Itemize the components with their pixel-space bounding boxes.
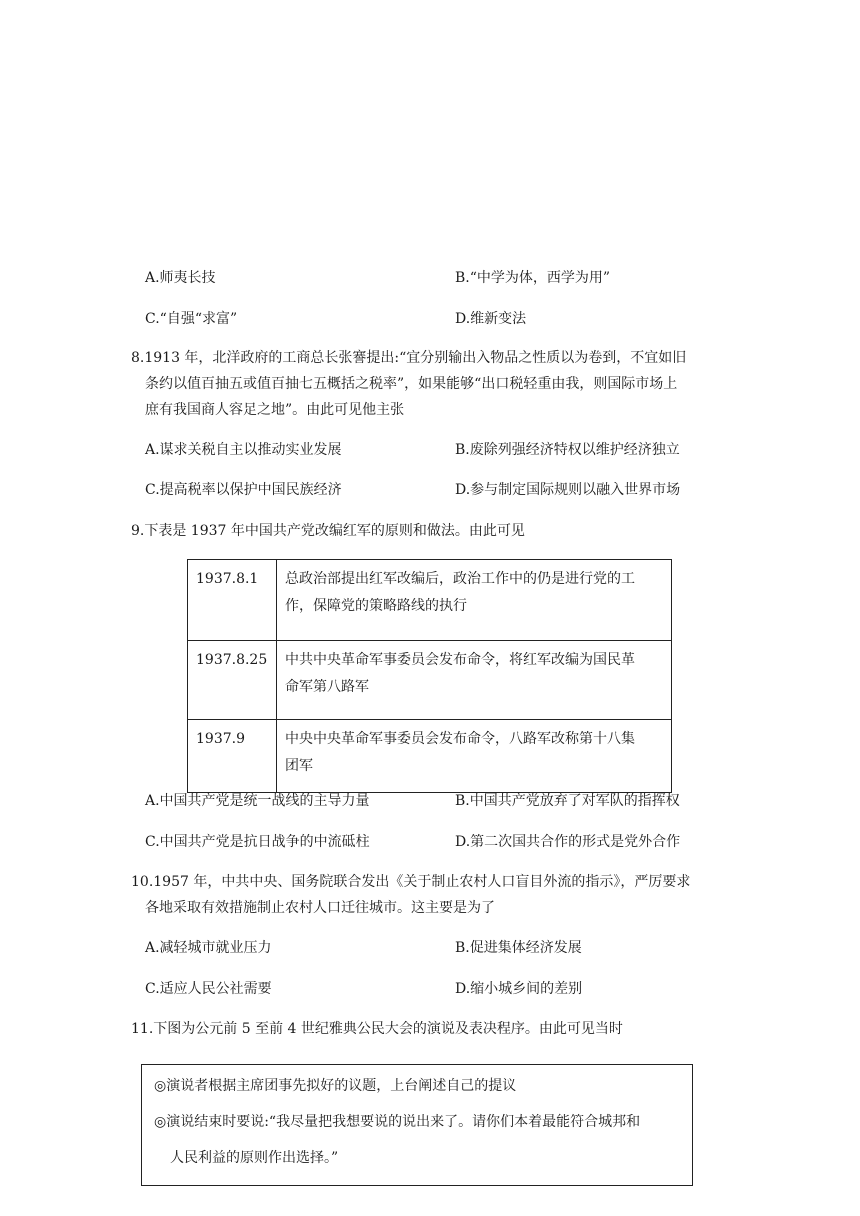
q8-line-3: 庶有我国商人容足之地”。由此可见他主张 — [145, 402, 405, 418]
q10-options-row-1 — [145, 941, 745, 961]
q7-option-b[interactable]: B.“中学为体，西学为用” — [455, 270, 611, 286]
q11-stem-text: 11.下图为公元前 5 至前 4 世纪雅典公民大会的演说及表决程序。由此可见当时 — [131, 1021, 623, 1037]
question-10-stem — [131, 869, 711, 921]
question-11-stem — [131, 1016, 711, 1042]
table-cell-date: 1937.8.1 — [188, 560, 277, 641]
table-cell-content — [277, 560, 672, 641]
q9-option-d[interactable]: D.第二次国共合作的形式是党外合作 — [455, 834, 681, 850]
q9-option-a[interactable]: A.中国共产党是统一战线的主导力量 — [145, 793, 370, 809]
table-cell-content — [277, 641, 672, 720]
q9-stem-text: 9.下表是 1937 年中国共产党改编红军的原则和做法。由此可见 — [131, 523, 525, 539]
q10-line-1: 10.1957 年，中共中央、国务院联合发出《关于制止农村人口盲目外流的指示》，严厉要求 — [131, 874, 691, 890]
q8-option-b[interactable]: B.废除列强经济特权以维护经济独立 — [455, 442, 680, 458]
table-cell-date: 1937.8.25 — [188, 641, 277, 720]
question-9-stem — [131, 518, 711, 544]
q8-line-2: 条约以值百抽五或值百抽七五概括之税率”，如果能够“出口税轻重由我，则国际市场上 — [145, 376, 678, 392]
q10-option-d[interactable]: D.缩小城乡间的差别 — [455, 981, 583, 997]
q7-option-c[interactable]: C.“自强“求富” — [145, 311, 238, 327]
q7-options-row-1 — [145, 271, 745, 291]
table-cell-date: 1937.9 — [188, 720, 277, 793]
q9-options-row-2 — [145, 835, 745, 855]
cell-line: 总政治部提出红军改编后，政治工作中的仍是进行党的工 — [285, 571, 635, 587]
q8-options-row-2 — [145, 483, 745, 503]
q7-option-d[interactable]: D.维新变法 — [455, 311, 527, 327]
q11-box-point-2-cont: 人民利益的原则作出选择。” — [170, 1150, 339, 1166]
cell-line: 团军 — [285, 758, 313, 774]
q10-option-c[interactable]: C.适应人民公社需要 — [145, 981, 272, 997]
table-row — [188, 560, 672, 641]
q8-option-c[interactable]: C.提高税率以保护中国民族经济 — [145, 482, 342, 498]
q10-options-row-2 — [145, 982, 745, 1002]
q11-box-point-1: ◎演说者根据主席团事先拟好的议题，上台阐述自己的提议 — [154, 1078, 517, 1094]
cell-line: 作，保障党的策略路线的执行 — [285, 598, 467, 614]
q9-table — [187, 559, 672, 793]
q8-line-1: 8.1913 年，北洋政府的工商总长张謇提出:“宜分别输出入物品之性质以为卷到，不宜如旧 — [131, 350, 687, 366]
table-cell-content — [277, 720, 672, 793]
table-row — [188, 641, 672, 720]
q8-options-row-1 — [145, 443, 745, 463]
q11-box-point-2: ◎演说结束时要说:“我尽量把我想要说的说出来了。请你们本着最能符合城邦和 — [154, 1114, 641, 1130]
q10-option-a[interactable]: A.减轻城市就业压力 — [145, 940, 272, 956]
cell-line: 中央中央革命军事委员会发布命令，八路军改称第十八集 — [285, 731, 635, 747]
cell-line: 中共中央革命军事委员会发布命令，将红军改编为国民革 — [285, 652, 635, 668]
q9-option-b[interactable]: B.中国共产党放弃了对军队的指挥权 — [455, 793, 680, 809]
q10-option-b[interactable]: B.促进集体经济发展 — [455, 940, 582, 956]
q9-options-row-1 — [145, 794, 745, 814]
q10-line-2: 各地采取有效措施制止农村人口迁往城市。这主要是为了 — [145, 900, 495, 916]
table-row — [188, 720, 672, 793]
q7-option-a[interactable]: A.师夷长技 — [145, 270, 216, 286]
q7-options-row-2 — [145, 312, 745, 332]
q8-option-d[interactable]: D.参与制定国际规则以融入世界市场 — [455, 482, 681, 498]
q8-option-a[interactable]: A.谋求关税自主以推动实业发展 — [145, 442, 342, 458]
q9-option-c[interactable]: C.中国共产党是抗日战争的中流砥柱 — [145, 834, 370, 850]
question-8-stem — [131, 345, 711, 423]
cell-line: 命军第八路军 — [285, 679, 369, 695]
q11-procedure-box — [141, 1064, 693, 1186]
